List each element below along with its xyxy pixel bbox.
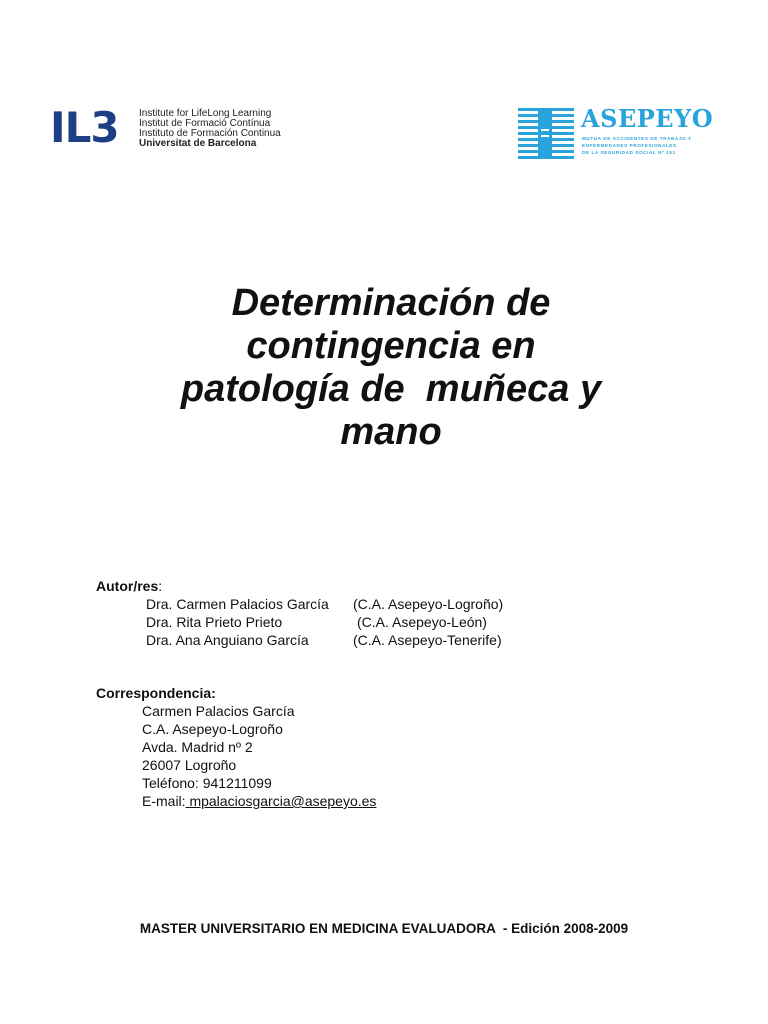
- correspondence-section: [96, 684, 716, 810]
- program-footer: MASTER UNIVERSITARIO EN MEDICINA EVALUADORA - Edición 2008-2009: [139, 921, 629, 936]
- authors-section: [96, 577, 716, 649]
- title-line: mano: [340, 411, 442, 453]
- asepeyo-sub-line: DE LA SEGURIDAD SOCIAL Nº 151: [582, 150, 676, 155]
- asepeyo-sub-line: MUTUA DE ACCIDENTES DE TRABAJO Y: [582, 136, 692, 141]
- asepeyo-logo: [518, 106, 728, 162]
- author-name: Dra. Carmen Palacios García: [146, 596, 329, 612]
- correspondence-line: 26007 Logroño: [142, 757, 237, 773]
- asepeyo-logo-name: ASEPEYO: [581, 104, 714, 133]
- correspondence-line: Carmen Palacios García: [142, 703, 295, 719]
- author-center: (C.A. Asepeyo-León): [357, 614, 487, 630]
- email-row: [96, 792, 716, 810]
- il3-line: Institute for LifeLong Learning: [139, 108, 272, 119]
- title-line: Determinación de: [231, 282, 551, 324]
- correspondence-line: C.A. Asepeyo-Logroño: [142, 721, 283, 737]
- author-center: (C.A. Asepeyo-Logroño): [353, 596, 504, 612]
- email-link[interactable]: mpalaciosgarcia@asepeyo.es: [185, 793, 377, 809]
- title-line: patología de muñeca y: [180, 368, 602, 410]
- document-title: [150, 282, 632, 454]
- correspondence-heading: Correspondencia:: [96, 685, 216, 701]
- asepeyo-stripes-icon: [518, 106, 574, 160]
- il3-line: Universitat de Barcelona: [139, 138, 257, 149]
- il3-line: Instituto de Formación Continua: [139, 128, 281, 139]
- asepeyo-logo-subtitle: [582, 135, 692, 156]
- il3-line: Institut de Formació Contínua: [139, 118, 271, 129]
- email-label: E-mail:: [142, 793, 186, 809]
- author-row: [96, 631, 716, 649]
- title-line: contingencia en: [246, 325, 536, 367]
- author-name: Dra. Ana Anguiano García: [146, 632, 309, 648]
- author-row: [96, 613, 716, 631]
- author-name: Dra. Rita Prieto Prieto: [146, 614, 283, 630]
- correspondence-line: Avda. Madrid nº 2: [142, 739, 253, 755]
- author-center: (C.A. Asepeyo-Tenerife): [353, 632, 502, 648]
- authors-heading: Autor/res: [96, 578, 159, 594]
- authors-heading-row: [96, 577, 716, 595]
- asepeyo-sub-line: ENFERMEDADES PROFESIONALES: [582, 143, 677, 148]
- correspondence-line: Teléfono: 941211099: [142, 775, 272, 791]
- il3-logo: [50, 103, 281, 154]
- author-row: [96, 595, 716, 613]
- il3-logo-mark: IL3: [50, 103, 119, 152]
- il3-logo-text: [139, 109, 281, 149]
- authors-heading-colon: :: [158, 578, 163, 594]
